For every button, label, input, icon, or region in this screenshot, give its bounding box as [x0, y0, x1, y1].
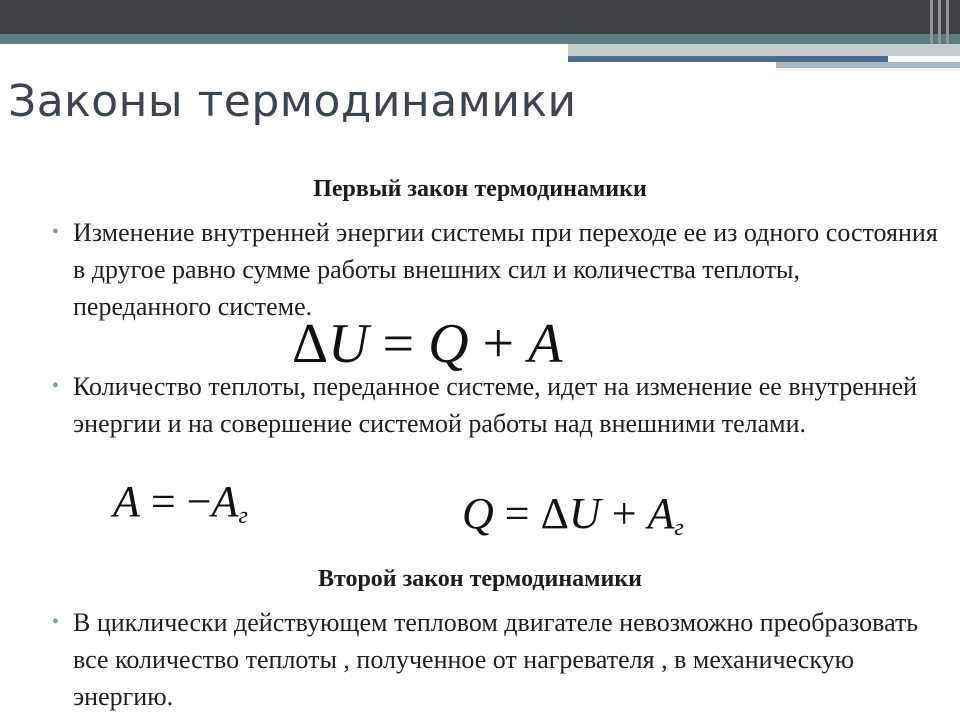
bullet-dot: • [52, 375, 60, 397]
bullet-text: Изменение внутренней энергии системы при переходе ее из одного состояния в другое равно сумме работы внешних сил и количества теплоты, переданного системе. [73, 218, 938, 321]
second-law-bullet-1 [52, 604, 942, 715]
first-law-heading: Первый закон термодинамики [313, 176, 647, 202]
header-bar [0, 0, 960, 34]
bullet-dot: • [52, 611, 60, 633]
header-vertical-lines [924, 0, 960, 44]
bullet-text: Количество теплоты, переданное системе, идет на изменение ее внутренней энергии и на совершение системой работы над внешними телами. [73, 372, 918, 438]
header-stripe-pale [776, 62, 960, 68]
first-law-bullet-2 [52, 368, 942, 442]
formula-heat: $Q = \Delta U + A_г$ [462, 489, 684, 541]
header-accent-band [0, 34, 960, 44]
formula-first-law: ΔU = Q + A [292, 313, 563, 375]
first-law-bullet-1 [52, 214, 942, 325]
bullet-text: В циклически действующем тепловом двигателе невозможно преобразовать все количество теплоты , полученное от нагревателя , в механическую энергию. [73, 608, 919, 711]
slide-title: Законы термодинамики [8, 76, 577, 127]
second-law-heading: Второй закон термодинамики [317, 566, 643, 592]
header-stripe-light [568, 44, 960, 56]
bullet-dot: • [52, 221, 60, 243]
formula-work: $A = -A_г$ [113, 477, 248, 529]
